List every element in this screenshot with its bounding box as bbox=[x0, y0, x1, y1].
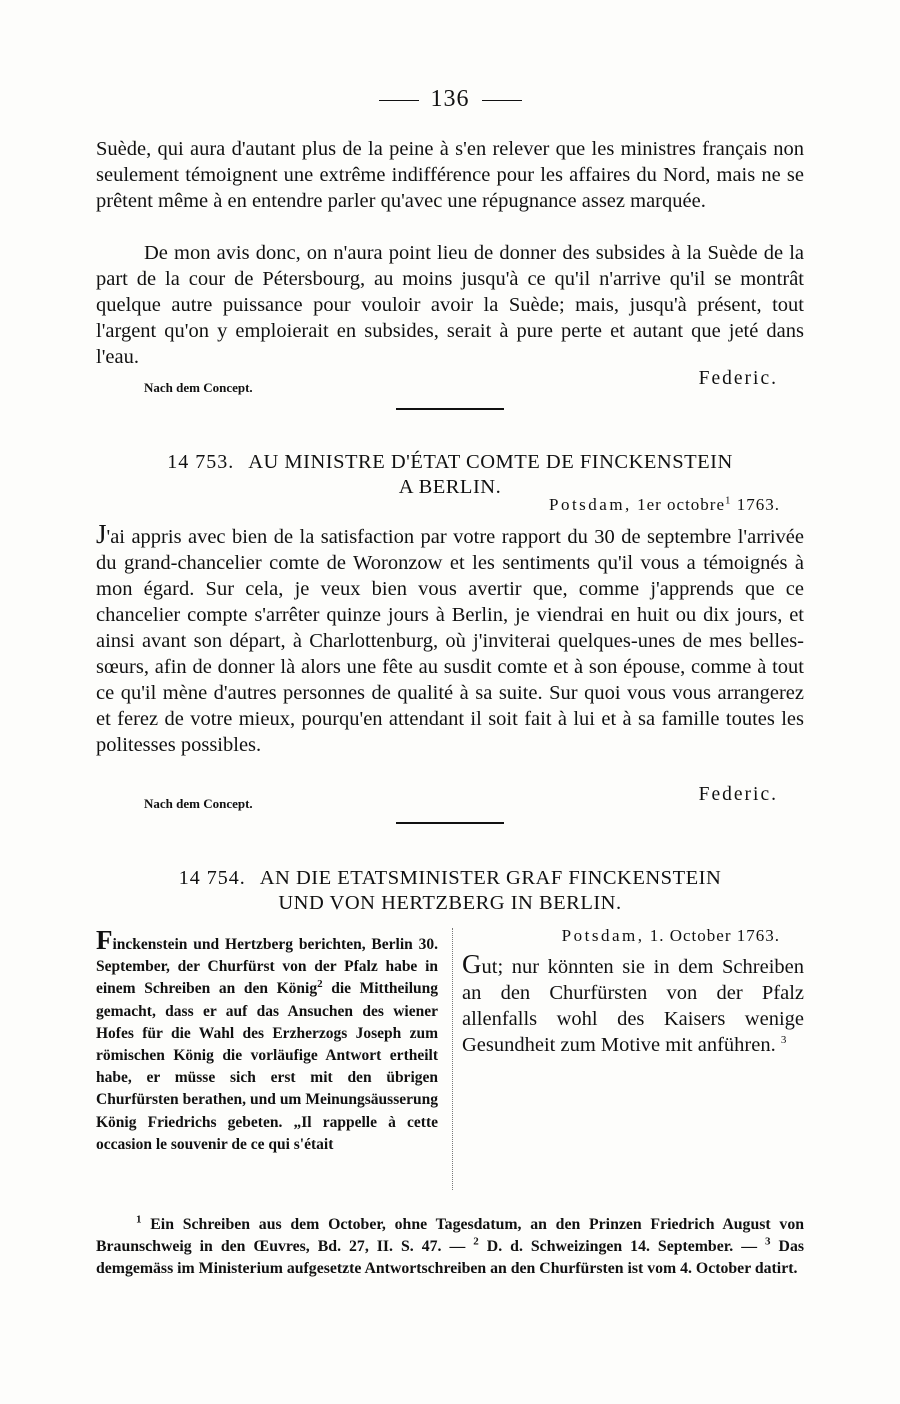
footnote-mark: 3 bbox=[780, 1034, 787, 1047]
signature: Federic. bbox=[698, 368, 778, 389]
summary-text: inckenstein und Hertzberg berichten, Berlin 30. September, der Churfürst von der Pfalz habe in einem Schreiben an den König bbox=[96, 936, 438, 998]
letter-heading-14753 bbox=[96, 450, 804, 500]
footnote-mark: 2 bbox=[317, 978, 323, 991]
letter-heading-14754 bbox=[96, 866, 804, 916]
date-place: Potsdam, bbox=[561, 926, 645, 945]
reply-text: ut; nur könnten sie in dem Schreiben an den Churfürsten von der Pfalz allenfalls wohl des Kaisers wenige Gesundheit zum Motive mit anführen. bbox=[462, 956, 804, 1056]
letter-number: 14 753. bbox=[167, 451, 235, 473]
dateline-14754 bbox=[562, 926, 780, 946]
initial-letter: G bbox=[462, 949, 482, 979]
concept-note: Nach dem Concept. bbox=[144, 796, 253, 811]
footnote-2: D. d. Schweizingen 14. September. — bbox=[478, 1238, 766, 1255]
summary-column bbox=[96, 925, 438, 1156]
dateline-14753 bbox=[549, 495, 780, 515]
heading-title: AU MINISTRE D'ÉTAT COMTE DE FINCKENSTEIN bbox=[248, 451, 733, 473]
heading-line-1 bbox=[96, 450, 804, 475]
footnotes bbox=[96, 1214, 804, 1280]
page-number: 136 bbox=[430, 86, 470, 112]
footnote-1: Ein Schreiben aus dem October, ohne Tagesdatum, an den Prinzen Friedrich August von Braunschweig in den Œuvres, Bd. 27, II. S. 47. — bbox=[96, 1216, 804, 1255]
date-place: Potsdam, bbox=[549, 495, 632, 514]
letter-number: 14 754. bbox=[178, 867, 246, 889]
column-divider bbox=[452, 928, 453, 1190]
date-year: 1763. bbox=[736, 495, 780, 514]
section-rule bbox=[396, 822, 504, 824]
initial-letter: J bbox=[96, 519, 107, 549]
summary-text-cont: die Mittheilung gemacht, dass er auf das Ansuchen des wiener Hofes für die Wahl des Erzherzogs Joseph zum römischen König die vorläufige Antwort ertheilt habe, er müsse sich erst mit den übrigen Churfürsten berathen, und um Meinungsäusserung König Friedrichs gebeten. „Il rappelle à cette occasion le souvenir de ce qui s'était bbox=[96, 980, 438, 1153]
footnote-mark-3: 3 bbox=[765, 1235, 771, 1248]
footnote-block bbox=[96, 1214, 804, 1280]
initial-letter: F bbox=[96, 925, 113, 955]
footnote-mark: 1 bbox=[725, 494, 732, 507]
heading-line-2: UND VON HERTZBERG IN BERLIN. bbox=[278, 892, 622, 914]
letter-body-14753 bbox=[96, 519, 804, 758]
page-number-line bbox=[0, 86, 900, 113]
section-rule bbox=[396, 408, 504, 410]
opening-paragraph-1: Suède, qui aura d'autant plus de la peine à s'en relever que les ministres français non seulement témoignent une extrême indifférence pour les affaires du Nord, mais ne se prêtent même à en entendre parler qu'avec une répugnance assez marquée. bbox=[96, 138, 804, 212]
footnote-mark-1: 1 bbox=[136, 1213, 142, 1226]
footnote-mark-2: 2 bbox=[473, 1235, 479, 1248]
heading-line-2: A BERLIN. bbox=[398, 476, 502, 498]
date-rest: 1. October 1763. bbox=[649, 926, 780, 945]
page-number-dash-left bbox=[379, 100, 419, 101]
date-day: 1er octobre bbox=[637, 495, 725, 514]
heading-line-1 bbox=[96, 866, 804, 891]
signature: Federic. bbox=[698, 784, 778, 805]
reply-column bbox=[462, 949, 804, 1058]
heading-title: AN DIE ETATSMINISTER GRAF FINCKENSTEIN bbox=[259, 867, 722, 889]
footnote-3: Das demgemäss im Ministerium aufgesetzte Antwortschreiben an den Churfürsten ist vom 4. October datirt. bbox=[96, 1238, 805, 1277]
concept-note: Nach dem Concept. bbox=[144, 380, 253, 395]
opening-paragraph-2: De mon avis donc, on n'aura point lieu de donner des subsides à la Suède de la part de la cour de Pétersbourg, au moins jusqu'à ce qu'il n'arrive qu'il se montrât quelque autre puissance pour vouloir avoir la Suède; mais, jusqu'à présent, tout l'argent qu'on y emploierait en subsides, serait à pure perte et autant que jeté dans l'eau. bbox=[96, 242, 804, 368]
body-text: 'ai appris avec bien de la satisfaction par votre rapport du 30 de septembre l'arrivée du grand-chancelier comte de Woronzow et les sentiments qu'il vous a témoignés à mon égard. Sur cela, je veux bien vous avertir que, comme j'apprends que ce chancelier compte s'arrêter quinze jours à Berlin, je viendrai en huit ou dix jours, et ainsi avant son départ, à Charlottenburg, où j'inviterai quelques-unes de mes belles-sœurs, afin de donner là alors une fête au susdit comte et à son épouse, comme à tout ce qu'il mène d'autres personnes de qualité à sa suite. Sur quoi vous vous arrangerez et ferez de votre mieux, pourqu'en attendant il soit fait à lui et à sa famille toutes les politesses possibles. bbox=[96, 526, 804, 756]
page-number-dash-right bbox=[482, 100, 522, 101]
